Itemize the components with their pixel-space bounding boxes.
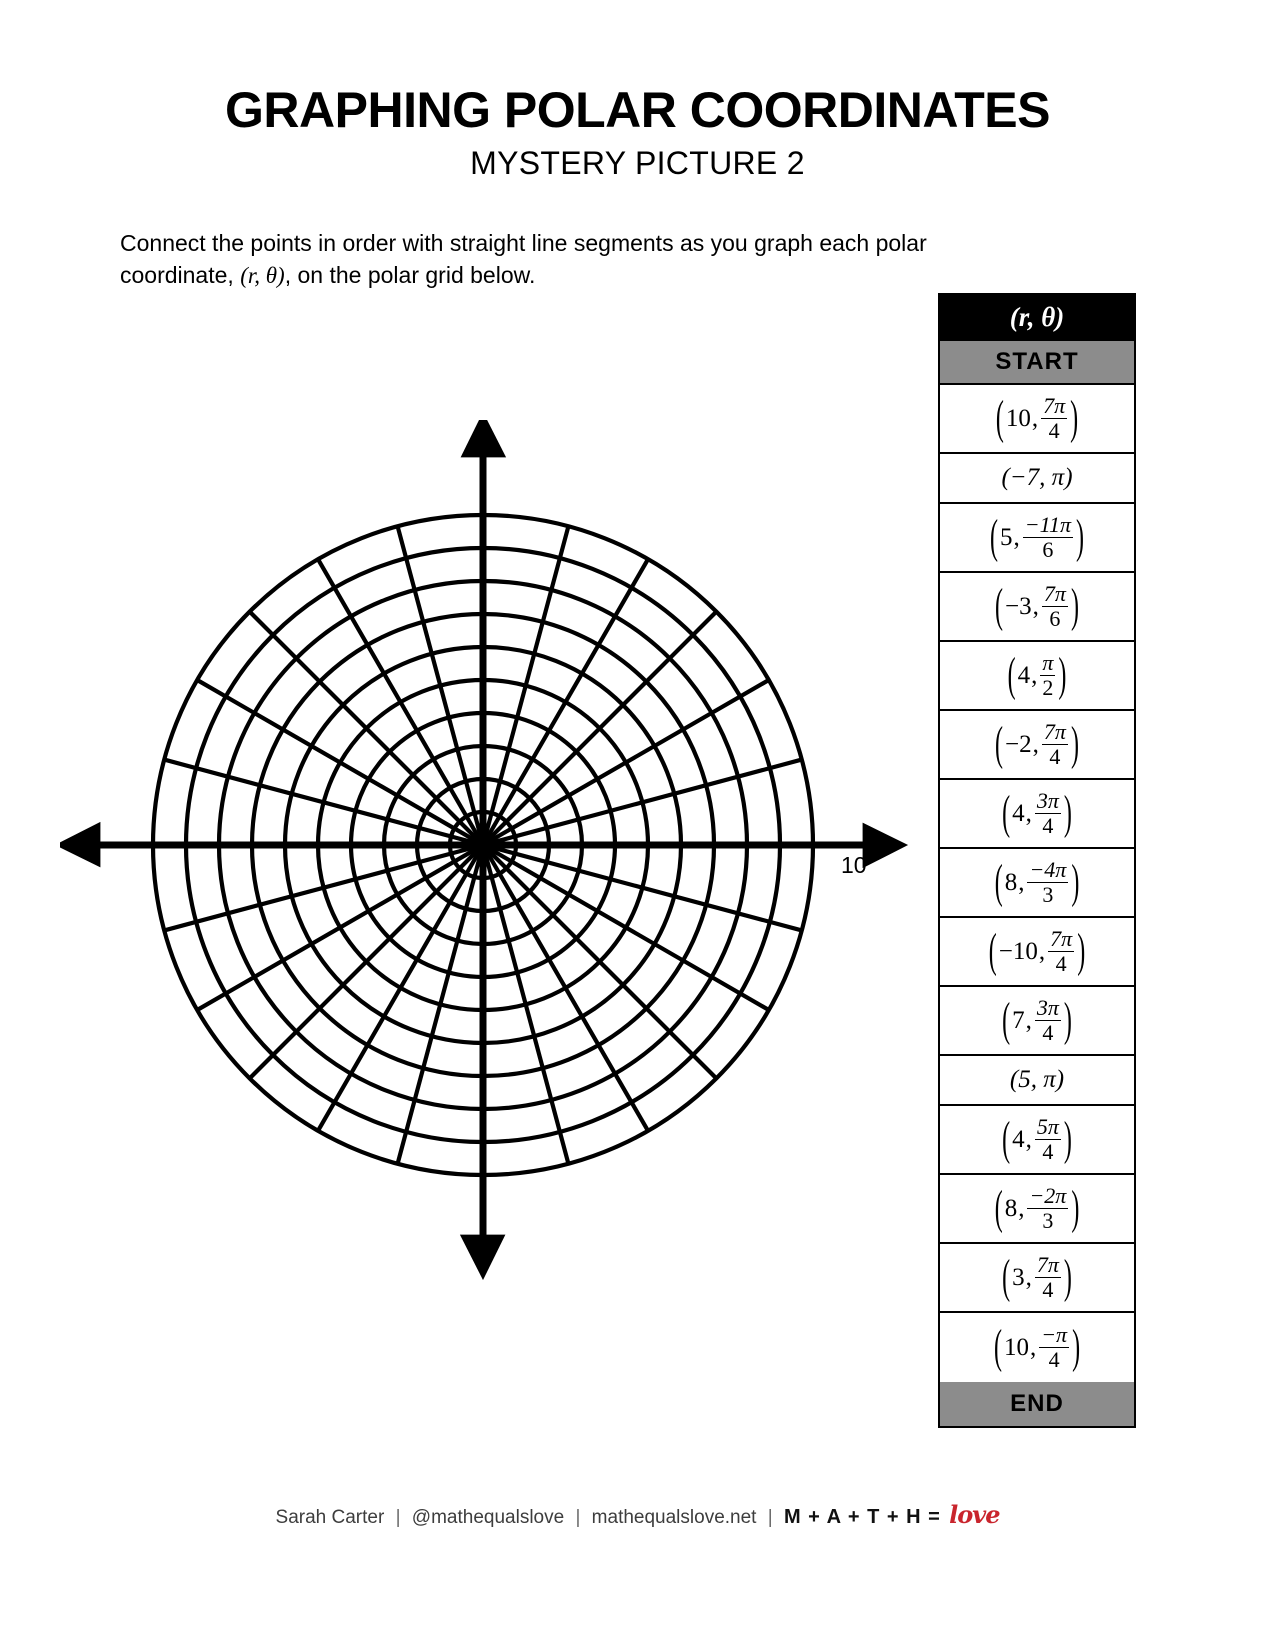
table-row — [940, 642, 1134, 711]
theta-denominator: 2 — [1042, 675, 1054, 700]
left-paren: ( — [995, 392, 1004, 445]
r-value: 4 — [1012, 1126, 1025, 1153]
coordinate-table — [938, 293, 1136, 1428]
table-header-r-theta — [940, 295, 1134, 341]
right-paren: ) — [1071, 856, 1080, 909]
polar-grid-svg — [60, 420, 920, 1280]
right-paren: ) — [1070, 580, 1079, 633]
table-row — [940, 504, 1134, 573]
coordinate-pair — [1000, 787, 1074, 840]
theta-numerator: 7π — [1043, 392, 1066, 418]
theta-denominator: 4 — [1042, 813, 1054, 838]
theta-numerator: −11π — [1024, 511, 1071, 537]
right-paren: ) — [1071, 1182, 1080, 1235]
coordinate-pair: (5, π) — [1009, 1066, 1065, 1093]
table-row — [940, 385, 1134, 454]
theta-fraction — [1039, 1321, 1069, 1372]
left-paren: ( — [994, 856, 1003, 909]
coordinate-pair — [1006, 649, 1069, 702]
table-row — [940, 1056, 1134, 1106]
title-block — [0, 84, 1275, 182]
page-title: GRAPHING POLAR COORDINATES — [225, 82, 1050, 138]
theta-fraction — [1048, 925, 1074, 976]
r-value: 8 — [1004, 869, 1018, 896]
comma: , — [1013, 524, 1020, 551]
table-start-row — [940, 341, 1134, 385]
theta-numerator: π — [1042, 649, 1054, 675]
coordinate-pair — [1000, 994, 1074, 1047]
theta-fraction — [1035, 787, 1061, 838]
comma: , — [1025, 1126, 1032, 1153]
right-paren: ) — [1063, 994, 1072, 1047]
theta-numerator: 7π — [1043, 580, 1066, 606]
table-end-row — [940, 1382, 1134, 1426]
table-row — [940, 849, 1134, 918]
left-paren: ( — [988, 925, 997, 978]
left-paren: ( — [1002, 1251, 1011, 1304]
theta-denominator: 6 — [1042, 537, 1054, 562]
radius-max-label: 10 — [841, 852, 867, 878]
theta-denominator: 6 — [1049, 606, 1061, 631]
theta-fraction — [1023, 511, 1073, 562]
theta-fraction — [1035, 994, 1061, 1045]
comma: , — [1031, 662, 1038, 689]
right-paren: ) — [1063, 1251, 1072, 1304]
theta-denominator: 4 — [1055, 951, 1067, 976]
coordinate-pair — [993, 580, 1081, 633]
comma: , — [1025, 1264, 1032, 1291]
table-row — [940, 918, 1134, 987]
start-label: START — [995, 348, 1079, 375]
instructions-text — [120, 228, 1080, 291]
right-paren: ) — [1063, 787, 1072, 840]
left-paren: ( — [990, 511, 998, 564]
coordinate-pair: (−7, π) — [1001, 464, 1073, 491]
coordinate-pair — [988, 511, 1086, 564]
theta-fraction — [1035, 1251, 1061, 1302]
table-row — [940, 1175, 1134, 1244]
r-value: 4 — [1012, 800, 1025, 827]
theta-fraction — [1027, 1182, 1068, 1233]
theta-numerator: 7π — [1043, 718, 1066, 744]
r-value: −10 — [998, 938, 1038, 965]
right-paren: ) — [1063, 1113, 1072, 1166]
footer-math-equation: M + A + T + H = — [783, 1506, 941, 1528]
theta-fraction — [1040, 649, 1055, 700]
left-paren: ( — [995, 718, 1004, 771]
r-value: 8 — [1004, 1195, 1018, 1222]
r-value: 3 — [1012, 1264, 1025, 1291]
instructions-line-2-before: coordinate, — [120, 261, 241, 288]
theta-numerator: −π — [1041, 1321, 1068, 1347]
comma: , — [1018, 1195, 1025, 1222]
theta-denominator: 4 — [1049, 744, 1061, 769]
table-row — [940, 454, 1134, 504]
theta-denominator: 3 — [1042, 882, 1054, 907]
table-row — [940, 1244, 1134, 1313]
r-value: 10 — [1005, 405, 1031, 432]
theta-fraction — [1042, 580, 1068, 631]
footer-website: mathequalslove.net — [591, 1507, 757, 1528]
r-value: 10 — [1003, 1334, 1029, 1361]
theta-denominator: 4 — [1048, 418, 1060, 443]
left-paren: ( — [1002, 1113, 1011, 1166]
table-row — [940, 711, 1134, 780]
theta-numerator: −2π — [1029, 1182, 1067, 1208]
right-paren: ) — [1077, 925, 1086, 978]
theta-numerator: 5π — [1036, 1113, 1059, 1139]
footer-separator-1: | — [395, 1507, 401, 1528]
comma: , — [1038, 938, 1046, 965]
coordinate-pair — [993, 718, 1081, 771]
page-subtitle: MYSTERY PICTURE 2 — [470, 144, 805, 181]
footer — [0, 1500, 1275, 1529]
left-paren: ( — [1002, 787, 1011, 840]
r-value: −3 — [1005, 593, 1032, 620]
coordinate-pair — [1000, 1251, 1074, 1304]
comma: , — [1025, 800, 1032, 827]
comma: , — [1029, 1334, 1037, 1361]
coordinate-pair — [994, 392, 1080, 445]
table-row — [940, 987, 1134, 1056]
right-paren: ) — [1075, 511, 1084, 564]
comma: , — [1018, 869, 1025, 896]
theta-denominator: 4 — [1042, 1139, 1054, 1164]
r-value: 7 — [1012, 1007, 1025, 1034]
comma: , — [1032, 731, 1039, 758]
theta-fraction — [1035, 1113, 1061, 1164]
theta-denominator: 3 — [1042, 1208, 1054, 1233]
left-paren: ( — [994, 1182, 1003, 1235]
table-row — [940, 1106, 1134, 1175]
comma: , — [1031, 405, 1039, 432]
footer-author: Sarah Carter — [275, 1507, 385, 1528]
instructions-line-1: Connect the points in order with straight line segments as you graph each polar — [120, 230, 927, 256]
footer-love-script: love — [949, 1500, 1000, 1529]
left-paren: ( — [1002, 994, 1011, 1047]
footer-handle: @mathequalslove — [411, 1507, 565, 1528]
comma: , — [1025, 1007, 1032, 1034]
coordinate-pair — [987, 925, 1087, 978]
theta-fraction — [1041, 392, 1067, 443]
comma: , — [1032, 593, 1039, 620]
coordinate-pair — [993, 1182, 1082, 1235]
coordinate-pair — [993, 856, 1082, 909]
right-paren: ) — [1058, 649, 1067, 702]
right-paren: ) — [1070, 392, 1079, 445]
theta-denominator: 4 — [1048, 1347, 1060, 1372]
left-paren: ( — [1007, 649, 1016, 702]
footer-separator-2: | — [575, 1507, 581, 1528]
left-paren: ( — [993, 1321, 1002, 1374]
theta-numerator: 7π — [1050, 925, 1073, 951]
theta-numerator: 7π — [1036, 1251, 1059, 1277]
instructions-line-2-after: , on the polar grid below. — [284, 261, 536, 288]
table-row — [940, 573, 1134, 642]
table-row — [940, 780, 1134, 849]
r-value: 4 — [1017, 662, 1031, 689]
r-value: 5 — [1000, 524, 1013, 551]
coordinate-pair — [992, 1321, 1082, 1374]
theta-denominator: 4 — [1042, 1020, 1054, 1045]
polar-grid — [60, 420, 920, 1280]
theta-fraction — [1027, 856, 1068, 907]
theta-numerator: 3π — [1036, 787, 1059, 813]
footer-separator-3: | — [767, 1507, 773, 1528]
theta-fraction — [1042, 718, 1068, 769]
table-row — [940, 1313, 1134, 1382]
r-value: −2 — [1005, 731, 1032, 758]
right-paren: ) — [1070, 718, 1079, 771]
left-paren: ( — [995, 580, 1004, 633]
right-paren: ) — [1072, 1321, 1081, 1374]
theta-denominator: 4 — [1042, 1277, 1054, 1302]
end-label: END — [1010, 1390, 1064, 1417]
theta-numerator: 3π — [1036, 994, 1059, 1020]
table-header-label: (r, θ) — [1009, 301, 1065, 332]
instructions-math-r-theta: (r, θ) — [240, 262, 285, 288]
theta-numerator: −4π — [1029, 856, 1067, 882]
coordinate-pair — [1000, 1113, 1074, 1166]
